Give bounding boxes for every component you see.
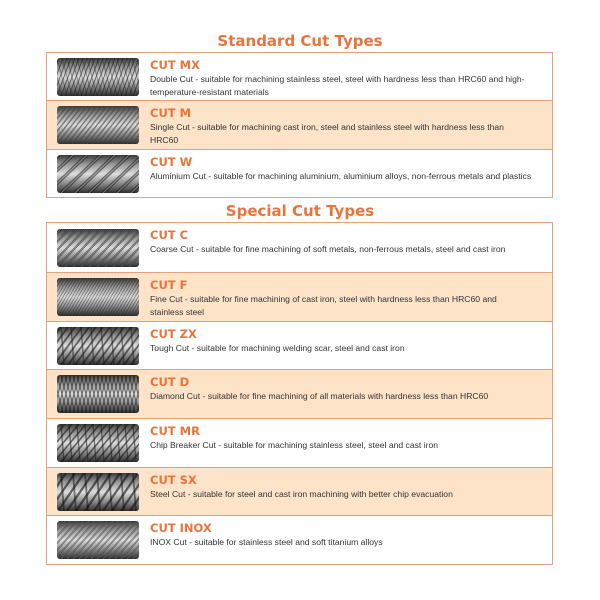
special-section-title: Special Cut Types [225, 202, 375, 220]
cut-description: Tough Cut - suitable for machining welding scar, steel and cast iron [150, 343, 405, 353]
steel-cut-burr-image [57, 473, 139, 511]
cut-name: CUT INOX [150, 521, 212, 535]
special-cut-table [46, 222, 553, 565]
table-row [47, 370, 552, 419]
diamond-cut-burr-image [57, 375, 139, 413]
table-row [47, 223, 552, 273]
table-row [47, 53, 552, 101]
cut-name: CUT MR [150, 424, 200, 438]
cut-description: Single Cut - suitable for machining cast iron, steel and stainless steel with hardness less than HRC60 [150, 122, 504, 145]
inox-cut-burr-image [57, 521, 139, 559]
table-row [47, 322, 552, 370]
cut-description: Fine Cut - suitable for fine machining of cast iron, steel with hardness less than HRC60 and stainless steel [150, 294, 497, 317]
chip-breaker-cut-burr-image [57, 424, 139, 462]
cut-name: CUT C [150, 228, 189, 242]
cut-description: Chip Breaker Cut - suitable for machining stainless steel, steel and cast iron [150, 440, 439, 450]
cut-name: CUT F [150, 278, 188, 292]
standard-cut-table [46, 52, 553, 198]
standard-section-title: Standard Cut Types [217, 32, 383, 50]
table-row [47, 101, 552, 150]
single-cut-burr-image [57, 106, 139, 144]
cut-name: CUT ZX [150, 327, 197, 341]
double-cut-burr-image [57, 58, 139, 96]
aluminium-cut-burr-image [57, 155, 139, 193]
cut-description: Aluminium Cut - suitable for machining aluminium, aluminium alloys, non-ferrous metals and plastics [150, 171, 532, 181]
coarse-cut-burr-image [57, 229, 139, 267]
cut-name: CUT M [150, 106, 192, 120]
table-row [47, 468, 552, 516]
cut-name: CUT MX [150, 58, 200, 72]
cut-name: CUT W [150, 155, 193, 169]
cut-description: Coarse Cut - suitable for fine machining of soft metals, non-ferrous metals, steel and cast iron [150, 244, 506, 254]
tough-cut-burr-image [57, 327, 139, 365]
cut-description: INOX Cut - suitable for stainless steel and soft titanium alloys [150, 537, 383, 547]
cut-description: Diamond Cut - suitable for fine machining of all materials with hardness less than HRC60 [150, 391, 489, 401]
table-row [47, 150, 552, 197]
cut-name: CUT D [150, 375, 190, 389]
table-row [47, 419, 552, 468]
cut-name: CUT SX [150, 473, 197, 487]
cut-description: Double Cut - suitable for machining stainless steel, steel with hardness less than HRC60 and high-temperature-resistant materials [150, 74, 525, 97]
cut-description: Steel Cut - suitable for steel and cast iron machining with better chip evacuation [150, 489, 453, 499]
table-row [47, 273, 552, 322]
table-row [47, 516, 552, 564]
fine-cut-burr-image [57, 278, 139, 316]
